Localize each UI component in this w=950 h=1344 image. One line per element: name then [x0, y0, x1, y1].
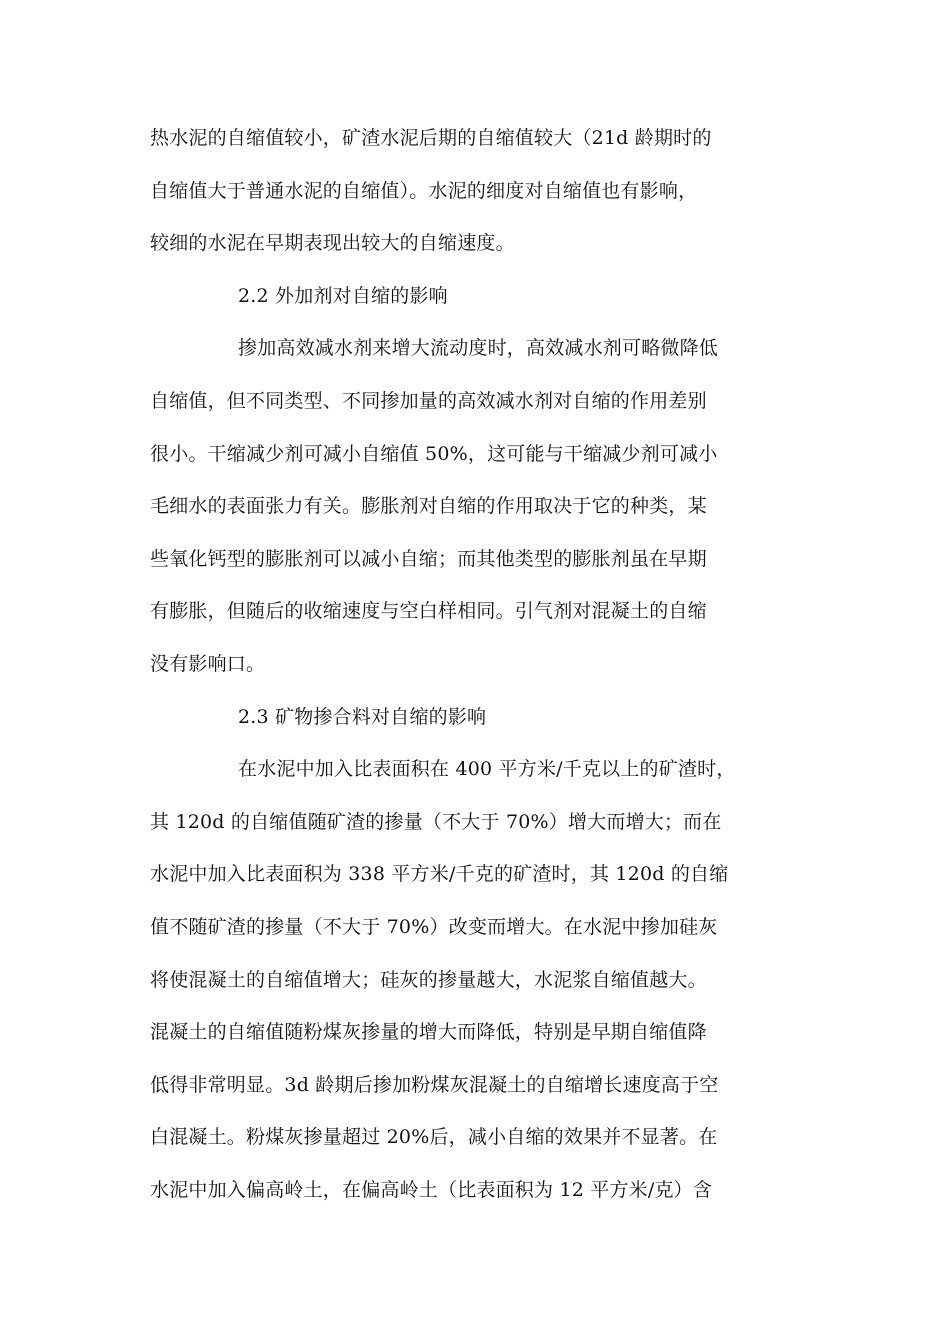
text-line: 有膨胀，但随后的收缩速度与空白样相同。引气剂对混凝土的自缩	[150, 600, 707, 623]
paragraph-start-line: 在水泥中加入比表面积在 400 平方米/千克以上的矿渣时，	[238, 758, 736, 781]
section-heading: 2.2 外加剂对自缩的影响	[238, 284, 448, 307]
text-line: 水泥中加入比表面积为 338 平方米/千克的矿渣时，其 120d 的自缩	[150, 863, 729, 886]
text-line: 热水泥的自缩值较小，矿渣水泥后期的自缩值较大（21d 龄期时的	[150, 127, 712, 149]
document-body	[150, 112, 810, 1216]
text-line: 水泥中加入偏高岭土，在偏高岭土（比表面积为 12 平方米/克）含	[150, 1178, 713, 1201]
text-line: 白混凝土。粉煤灰掺量超过 20%后，减小自缩的效果并不显著。在	[150, 1126, 718, 1149]
section-heading: 2.3 矿物掺合料对自缩的影响	[238, 705, 487, 728]
text-line: 值不随矿渣的掺量（不大于 70%）改变而增大。在水泥中掺加硅灰	[150, 915, 718, 938]
text-line: 将使混凝土的自缩值增大；硅灰的掺量越大，水泥浆自缩值越大。	[150, 968, 707, 991]
text-line: 些氧化钙型的膨胀剂可以减小自缩；而其他类型的膨胀剂虽在早期	[150, 547, 707, 570]
text-line: 较细的水泥在早期表现出较大的自缩速度。	[150, 232, 515, 255]
text-line: 其 120d 的自缩值随矿渣的掺量（不大于 70%）增大而增大；而在	[150, 810, 722, 833]
text-line: 很小。干缩减少剂可减小自缩值 50%，这可能与干缩减少剂可减小	[150, 442, 718, 465]
text-line: 混凝土的自缩值随粉煤灰掺量的增大而降低，特别是早期自缩值降	[150, 1021, 707, 1044]
text-line: 毛细水的表面张力有关。膨胀剂对自缩的作用取决于它的种类，某	[150, 495, 707, 518]
text-line: 自缩值，但不同类型、不同掺加量的高效减水剂对自缩的作用差别	[150, 389, 707, 412]
text-line: 低得非常明显。3d 龄期后掺加粉煤灰混凝土的自缩增长速度高于空	[150, 1073, 719, 1096]
text-line: 自缩值大于普通水泥的自缩值）。水泥的细度对自缩值也有影响，	[150, 179, 698, 202]
text-line: 没有影响口。	[150, 652, 266, 675]
paragraph-start-line: 掺加高效减水剂来增大流动度时，高效减水剂可略微降低	[238, 337, 719, 360]
